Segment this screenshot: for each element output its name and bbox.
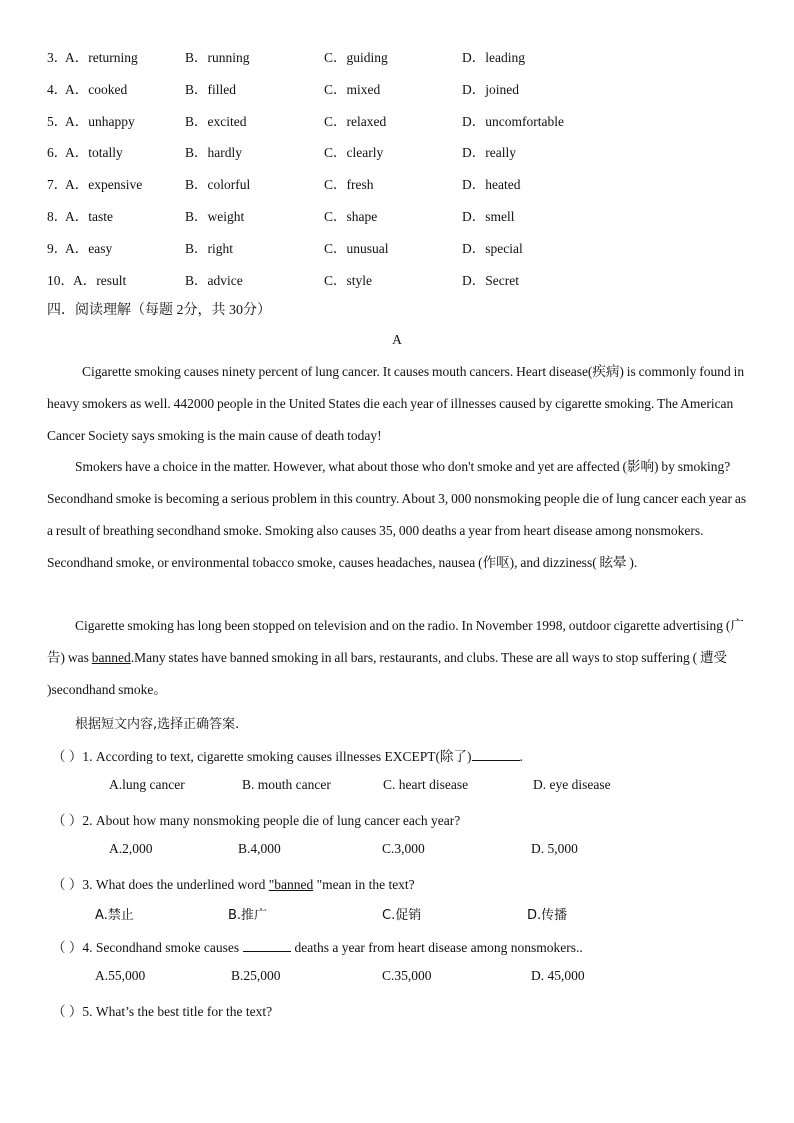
- option-b: B．right: [185, 240, 234, 256]
- question-4: （ ）4. Secondhand smoke causes deaths a year from heart disease among nonsmokers..: [52, 940, 583, 955]
- option-a: A．totally: [65, 145, 123, 161]
- q1-option-c: C. heart disease: [383, 777, 469, 792]
- option-b: B．hardly: [185, 145, 242, 161]
- option-c: C．clearly: [324, 145, 384, 161]
- option-d: D．joined: [462, 81, 519, 97]
- question-number: 7．: [47, 177, 68, 193]
- option-d: D．heated: [462, 177, 521, 193]
- underlined-word-banned: banned: [91, 650, 131, 665]
- option-a: A．returning: [65, 50, 138, 65]
- question-5: （ ）5. What’s the best title for the text?: [52, 1004, 273, 1019]
- q1-option-b: B. mouth cancer: [242, 777, 331, 792]
- q2-option-c: C.3,000: [382, 841, 425, 856]
- q2-option-a: A.2,000: [109, 841, 153, 856]
- option-b: B．excited: [185, 113, 247, 129]
- option-a: A．cooked: [65, 81, 128, 97]
- option-b: B．running: [185, 50, 250, 65]
- option-b: B．filled: [185, 81, 236, 97]
- option-d: D．leading: [462, 50, 525, 65]
- option-d: D．uncomfortable: [462, 113, 564, 129]
- question-3: （ ）3. What does the underlined word "banned "mean in the text?: [52, 877, 415, 892]
- question-number: 6．: [47, 145, 68, 161]
- option-a: A．easy: [65, 240, 113, 256]
- option-c: C．mixed: [324, 81, 381, 97]
- q3-option-a: A.禁止: [95, 908, 134, 923]
- q4-option-d: D. 45,000: [531, 968, 585, 983]
- option-b: B．weight: [185, 209, 245, 224]
- option-c: C．fresh: [324, 177, 374, 193]
- q1-option-a: A.lung cancer: [109, 777, 185, 792]
- q2-option-d: D. 5,000: [531, 841, 578, 856]
- answer-blank: [243, 939, 291, 952]
- question-1: （ ）1. According to text, cigarette smoking causes illnesses EXCEPT(除了) .: [52, 749, 523, 764]
- section-title: 四．阅读理解（每题 2分，共 30分）: [47, 303, 271, 318]
- option-d: D．Secret: [462, 272, 519, 288]
- question-number: 10．: [47, 272, 74, 288]
- option-d: D．smell: [462, 209, 515, 224]
- question-number: 3．: [47, 50, 68, 65]
- question-number: 9．: [47, 240, 68, 256]
- q3-option-b: B.推广: [228, 908, 268, 923]
- q4-option-c: C.35,000: [382, 968, 432, 983]
- passage-label: A: [392, 332, 402, 347]
- option-a: A．result: [73, 272, 127, 288]
- option-c: C．relaxed: [324, 113, 387, 129]
- answer-blank: [472, 748, 520, 761]
- question-number: 5．: [47, 113, 68, 129]
- option-d: D．special: [462, 240, 523, 256]
- paragraph-3: Cigarette smoking has long been stopped on television and on the radio. In November 1998, outdoor cigarette advertising (广告) was banned.Many states have banned smoking in all bars, restaurants, and clubs. These are all ways to stop suffering ( 遭受 )secondhand smoke。: [47, 618, 744, 697]
- option-c: C．unusual: [324, 240, 389, 256]
- instruction: 根据短文内容,选择正确答案.: [75, 717, 240, 732]
- q3-option-c: C.促销: [382, 908, 422, 923]
- option-c: C．style: [324, 272, 373, 288]
- option-c: C．shape: [324, 209, 378, 224]
- paragraph-1: Cigarette smoking causes ninety percent of lung cancer. It causes mouth cancers. Heart disease(疾病) is commonly found in heavy smokers as well. 442000 people in the United States die each year of illnesses caused by cigarette smoking. The American Cancer Society says smoking is the main cause of death today!: [47, 364, 745, 443]
- question-2: （ ）2. About how many nonsmoking people die of lung cancer each year?: [52, 813, 461, 828]
- q4-option-b: B.25,000: [231, 968, 281, 983]
- q3-option-d: D.传播: [527, 908, 568, 923]
- option-a: A．taste: [65, 209, 113, 224]
- option-c: C．guiding: [324, 50, 388, 65]
- paragraph-2: Smokers have a choice in the matter. However, what about those who don't smoke and yet are affected (影响) by smoking? Secondhand smoke is becoming a serious problem in this country. About 3, 000 nonsmoking people die of lung cancer each year as a result of breathing secondhand smoke. Smoking also causes 35, 000 deaths a year from heart disease among nonsmokers. Secondhand smoke, or environmental tobacco smoke, causes headaches, nausea (作呕), and dizziness( 眩晕 ).: [47, 459, 747, 570]
- q1-option-d: D. eye disease: [533, 777, 611, 792]
- q4-option-a: A.55,000: [95, 968, 146, 983]
- option-a: A．expensive: [65, 177, 143, 193]
- option-b: B．advice: [185, 272, 243, 288]
- q2-option-b: B.4,000: [238, 841, 281, 856]
- question-number: 4．: [47, 81, 68, 97]
- question-number: 8．: [47, 209, 68, 224]
- option-b: B．colorful: [185, 177, 251, 193]
- option-d: D．really: [462, 145, 516, 161]
- option-a: A．unhappy: [65, 113, 135, 129]
